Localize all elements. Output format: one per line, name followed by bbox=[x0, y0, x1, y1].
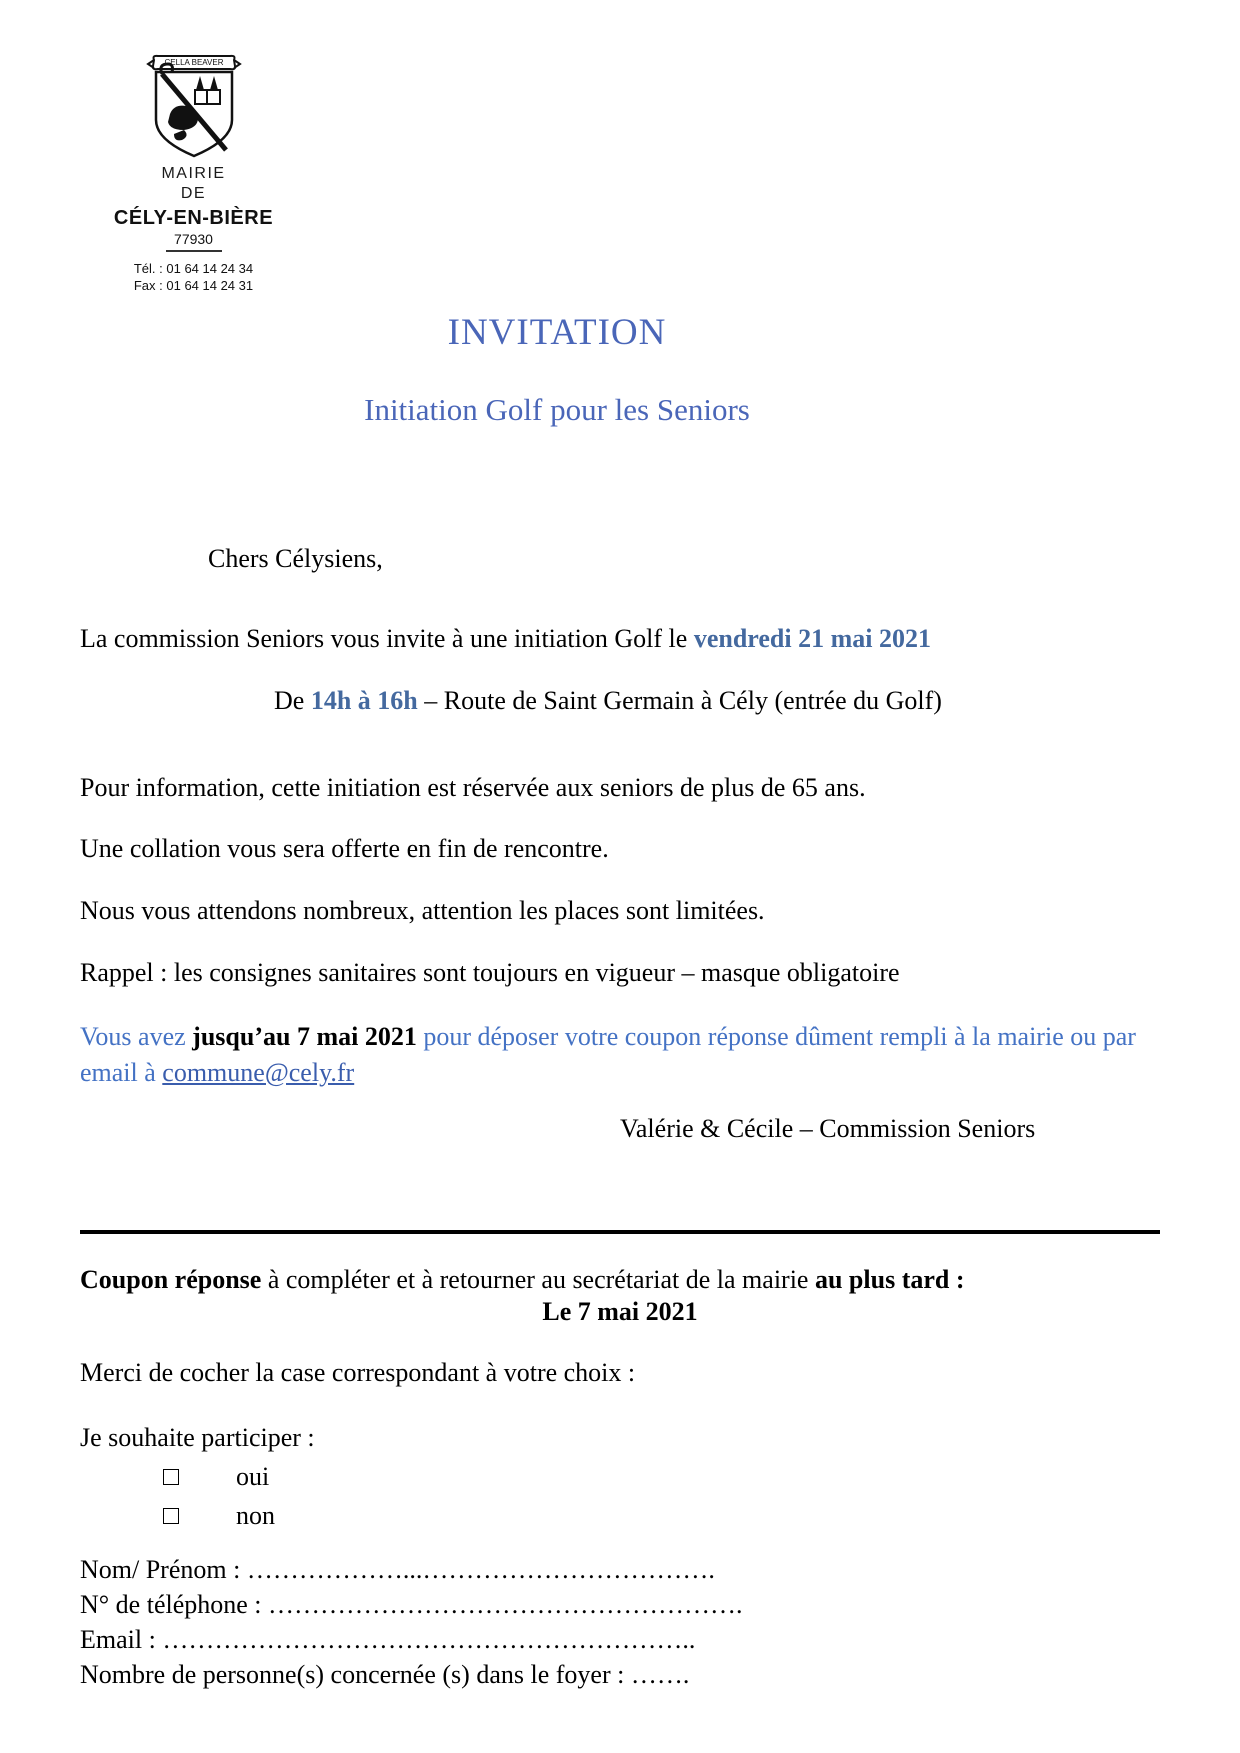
salutation: Chers Célysiens, bbox=[208, 543, 383, 573]
postal-code: 77930 bbox=[174, 231, 213, 247]
schedule-time-highlight: 14h à 16h bbox=[310, 686, 418, 716]
field-nombre bbox=[80, 1657, 1160, 1692]
coupon-header-text: à compléter et à retourner au secrétariat de la mairie bbox=[261, 1265, 815, 1295]
coupon-fields bbox=[80, 1552, 1160, 1692]
field-nom-label: Nom/ Prénom : bbox=[80, 1555, 247, 1585]
coupon-deadline-date: Le 7 mai 2021 bbox=[542, 1297, 698, 1327]
info-paragraph: Pour information, cette initiation est réservée aux seniors de plus de 65 ans. bbox=[80, 772, 866, 802]
main-title: INVITATION bbox=[447, 311, 667, 353]
field-nom-dots: ………………...……………………………. bbox=[246, 1555, 715, 1585]
attendance-paragraph: Nous vous attendons nombreux, attention les places sont limitées. bbox=[80, 896, 765, 926]
coupon-header-bold: Coupon réponse bbox=[80, 1265, 262, 1295]
mairie-line-2: DE bbox=[180, 185, 207, 202]
title-block bbox=[80, 311, 1034, 428]
schedule-location: – Route de Saint Germain à Cély (entrée du Golf) bbox=[417, 686, 942, 716]
postal-underline bbox=[166, 250, 222, 252]
field-nom bbox=[80, 1552, 1160, 1587]
schedule-prefix: De bbox=[274, 686, 311, 716]
field-email-dots: …………………………………………………….. bbox=[162, 1625, 696, 1655]
town-crest-logo bbox=[140, 52, 248, 164]
separator-rule bbox=[80, 1230, 1160, 1234]
option-row-oui bbox=[163, 1462, 1160, 1492]
deadline-pre: Vous avez bbox=[80, 1022, 193, 1052]
checkbox-non[interactable] bbox=[163, 1508, 179, 1524]
signature: Valérie & Cécile – Commission Seniors bbox=[620, 1113, 1036, 1143]
option-row-non bbox=[163, 1501, 1160, 1531]
coupon-instruction: Merci de cocher la case correspondant à votre choix : bbox=[80, 1358, 636, 1388]
checkbox-oui[interactable] bbox=[163, 1469, 179, 1485]
fax-line: Fax : 01 64 14 24 31 bbox=[133, 277, 254, 293]
option-label-non: non bbox=[236, 1501, 275, 1531]
deadline-paragraph bbox=[80, 1019, 1160, 1089]
field-telephone-label: N° de téléphone : bbox=[80, 1590, 269, 1620]
coupon-header-bold2: au plus tard : bbox=[814, 1265, 965, 1295]
org-name: CÉLY-EN-BIÈRE bbox=[113, 207, 274, 229]
letterhead bbox=[86, 52, 301, 295]
invite-date-highlight: vendredi 21 mai 2021 bbox=[693, 624, 931, 654]
mairie-line-1: MAIRIE bbox=[161, 165, 226, 182]
field-email bbox=[80, 1622, 1160, 1657]
crest-banner-text: CELLA BEAVER bbox=[164, 58, 223, 67]
coupon-header bbox=[80, 1262, 1160, 1297]
deadline-mid: pour déposer votre coupon réponse dûment rempli à la mairie ou par email à bbox=[80, 1022, 1136, 1087]
field-nombre-label: Nombre de personne(s) concernée (s) dans le foyer : bbox=[80, 1660, 631, 1690]
field-nombre-dots: ……. bbox=[630, 1660, 690, 1690]
deadline-date-bold: jusqu’au 7 mai 2021 bbox=[192, 1022, 417, 1052]
schedule-line bbox=[274, 686, 1160, 717]
invite-paragraph bbox=[80, 624, 1160, 655]
email-link[interactable]: commune@cely.fr bbox=[162, 1057, 355, 1087]
collation-paragraph: Une collation vous sera offerte en fin de rencontre. bbox=[80, 834, 609, 864]
option-label-oui: oui bbox=[236, 1462, 270, 1492]
tel-line: Tél. : 01 64 14 24 34 bbox=[133, 261, 254, 276]
participate-label: Je souhaite participer : bbox=[80, 1422, 315, 1452]
rappel-paragraph: Rappel : les consignes sanitaires sont toujours en vigueur – masque obligatoire bbox=[80, 957, 900, 987]
field-email-label: Email : bbox=[80, 1625, 163, 1655]
field-telephone bbox=[80, 1587, 1160, 1622]
field-telephone-dots: ………………………………………………. bbox=[268, 1590, 743, 1620]
subtitle: Initiation Golf pour les Seniors bbox=[364, 391, 750, 427]
invite-text: La commission Seniors vous invite à une initiation Golf le bbox=[80, 624, 694, 654]
